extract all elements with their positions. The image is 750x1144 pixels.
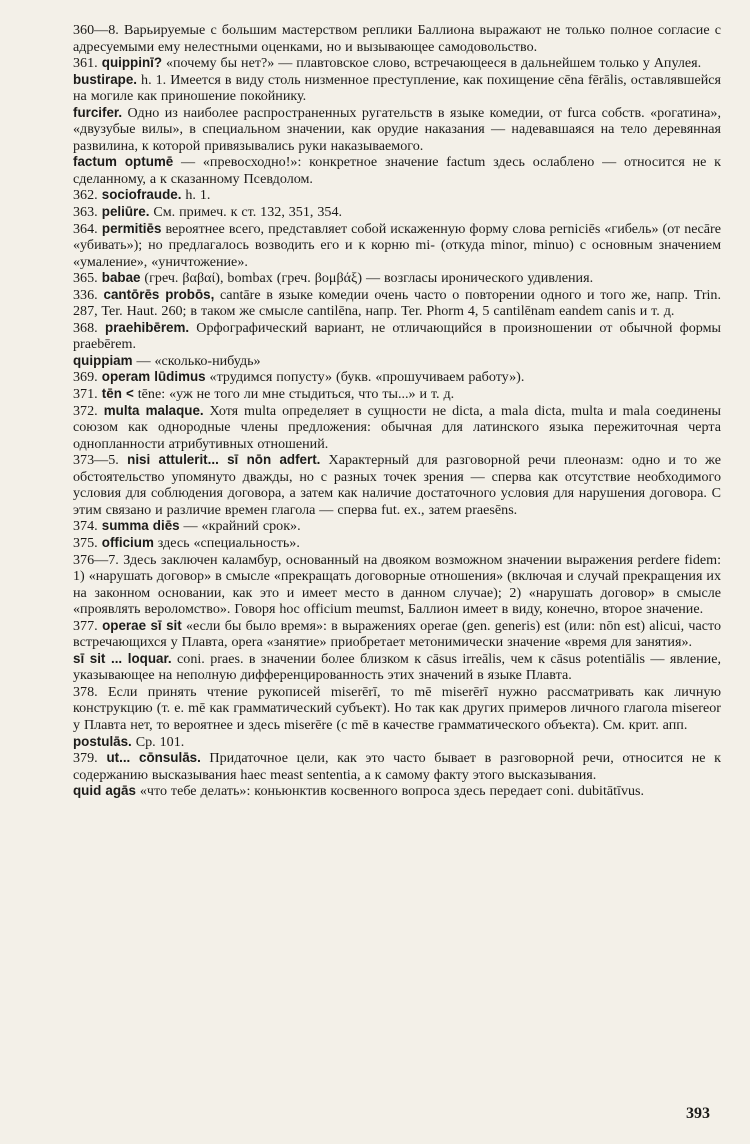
verse-number: 365. [73,270,98,287]
gloss-text: Ср. 101. [131,733,185,750]
lemma: officium [97,534,154,550]
lemma: peliūre. [97,204,150,220]
gloss-text: «что тебе делать»: коньюнктив косвенного вопроса здесь передает coni. dubitātīvus. [135,783,645,800]
verse-number: 360—8. [73,22,119,38]
gloss-text: coni. praes. в значении более близком к cāsus irreālis, чем к cāsus potentiālis — явление, указывающее на неполную дифференцированность этих значений в языке Плавта. [73,650,721,684]
commentary-entry [73,187,721,204]
gloss-text: tēne: «уж не того ли мне стыдиться, что ты...» и т. д. [133,386,455,403]
commentary-entry [73,105,721,155]
lemma: bustirape. [73,71,137,87]
verse-number: 374. [73,518,98,535]
commentary-entry [73,369,721,386]
verse-number: 372. [73,402,98,419]
commentary-entry [73,783,721,800]
lemma: quippinī? [97,55,163,71]
gloss-text: Если принять чтение рукописей miserērī, то mē miserērī нужно рассматривать как личную конструкцию (т. е. mē как грамматический субъект). Но так как других примеров личного глагола misereor у Плавта нет, то вероятнее и здесь miserēre (с mē в качестве грамматического объекта). См. крит. апп. [73,683,721,733]
verse-number: 376—7. [73,551,119,568]
verse-number: 373—5. [73,452,119,469]
lemma: factum optumē [73,154,174,170]
commentary-entry [73,221,721,271]
verse-number: 363. [73,204,98,221]
verse-number: 377. [73,617,98,634]
verse-number: 378. [73,683,98,700]
lemma: postulās. [73,733,132,749]
lemma: multa malaque. [97,402,204,418]
gloss-text: Орфографический вариант, не отличающийся в произношении от обычной формы praebērem. [73,319,722,353]
lemma: ut... cōnsulās. [97,750,201,766]
verse-number: 336. [73,286,98,303]
lemma: praehibērem. [97,319,190,335]
verse-number: 369. [73,369,98,386]
commentary-entry [73,734,721,751]
gloss-text: — «превосходно!»: конкретное значение factum здесь ослаблено — относится не к сделанному, а к сказанному Псевдолом. [73,154,722,187]
gloss-text: h. 1. Имеется в виду столь низменное преступление, как похищение cēna fērālis, оставлявшейся на могиле как приношение покойнику. [73,71,721,105]
gloss-text: здесь «специальность». [153,534,300,551]
gloss-text: — «крайний срок». [179,518,301,535]
verse-number: 364. [73,220,98,237]
gloss-text: Варьируемые с большим мастерством реплики Баллиона выражают не только полное согласие с адресуемыми ему нелестными оценками, но и вызывающее самодовольство. [73,22,721,55]
commentary-entry [73,452,721,518]
gloss-text: «трудимся попусту» (букв. «прошучиваем работу»). [205,369,525,386]
gloss-text: Придаточное цели, как это часто бывает в разговорной речи, относится не к содержанию высказывания haec meast sententia, а к самому факту этого высказывания. [73,750,721,783]
commentary-entry [73,154,721,187]
gloss-text: Хотя multa определяет в сущности не dicta, а mala dicta, multa и mala соединены союзом как однородные члены предложения: обычная для латинского языка пережиточная черта однопланности атрибутивных отношений. [73,402,721,452]
lemma: sociofraude. [97,187,182,203]
commentary-entry [73,684,721,734]
lemma: operae sī sit [97,617,182,633]
commentary-entry [73,55,721,72]
commentary-entry [73,353,721,370]
lemma: quippiam [73,352,133,368]
gloss-text: вероятнее всего, представляет собой искаженную форму слова perniciēs «гибель» (от necāre «убивать»); но предлагалось возводить его и к корню mi- (откуда minor, minuo) с основным значением «умаление», «уничтожение». [73,220,721,270]
commentary-entry [73,72,721,105]
verse-number: 362. [73,187,98,204]
verse-number: 368. [73,319,98,336]
lemma: summa diēs [97,518,180,534]
commentary-entry [73,518,721,535]
commentary-entry [73,403,721,453]
lemma: permitiēs [97,220,162,236]
verse-number: 371. [73,386,98,403]
lemma: nisi attulerit... sī nōn adfert. [118,452,321,468]
commentary-entry [73,750,721,783]
gloss-text: Здесь заключен каламбур, основанный на двояком возможном значении выражения perdere fidem: 1) «нарушать договор» в смысле «прекращать договорные отношения» (включая и случай прекращения их на законном основании, как это и имеет место в данном случае); 2) «нарушать договор» в смысле «проявлять вероломство». Говоря hoc officium meumst, Баллион имеет в виду, конечно, второе значение. [73,551,721,618]
commentary-entry [73,552,721,618]
verse-number: 375. [73,534,98,551]
commentary-entry [73,204,721,221]
commentary-entry [73,270,721,287]
gloss-text: См. примеч. к ст. 132, 351, 354. [149,204,343,221]
lemma: furcifer. [73,104,123,120]
gloss-text: (греч. βαβαί), bombax (греч. βομβάξ) — возгласы иронического удивления. [140,270,594,287]
commentary-entry [73,651,721,684]
commentary-entry [73,287,721,320]
commentary-entry [73,618,721,651]
commentary-entry [73,535,721,552]
verse-number: 361. [73,55,98,72]
lemma: operam lūdimus [97,369,206,385]
commentary-entry [73,386,721,403]
commentary-entry [73,320,721,353]
gloss-text: Одно из наиболее распространенных ругательств в языке комедии, от furca собств. «рогатина», «двузубые вилы», в специальном значении, как орудие наказания — надевавшаяся на тело деревянная развилина, к которой привязывались руки наказываемого. [73,104,721,154]
lemma: tēn < [97,386,134,402]
verse-number: 379. [73,750,98,767]
gloss-text: cantāre в языке комедии очень часто о повторении одного и того же, напр. Trin. 287, Ter. Haut. 260; в таком же смысле cantilēna, напр. Ter. Phorm 4, 5 cantilēnam eandem canis и т. д. [73,286,722,320]
gloss-text: «если бы было время»: в выражениях operae (gen. generis) est (или: nōn est) alicui, часто встречающихся у Плавта, opera «занятие» приобретает метонимически значение «время для занятия». [73,617,721,651]
commentary-text [73,22,721,800]
gloss-text: — «сколько-нибудь» [132,352,261,369]
commentary-entry [73,22,721,55]
lemma: sī sit ... loquar. [73,650,172,666]
page-number: 393 [686,1105,710,1122]
lemma: babae [97,270,141,286]
gloss-text: «почему бы нет?» — плавтовское слово, встречающееся в дальнейшем только у Апулея. [162,55,702,72]
gloss-text: Характерный для разговорной речи плеоназм: одно и то же обстоятельство упомянуто дважды, но с разных точек зрения — сперва как отсутствие необходимого условия для соблюдения договора, а затем как наличие достаточного условия для нарушения договора. С этим связано и различие времен глагола — сперва fut. ex., затем praesēns. [73,452,721,518]
gloss-text: h. 1. [181,187,211,204]
lemma: cantōrēs probōs, [97,286,215,302]
lemma: quid agās [73,783,136,799]
